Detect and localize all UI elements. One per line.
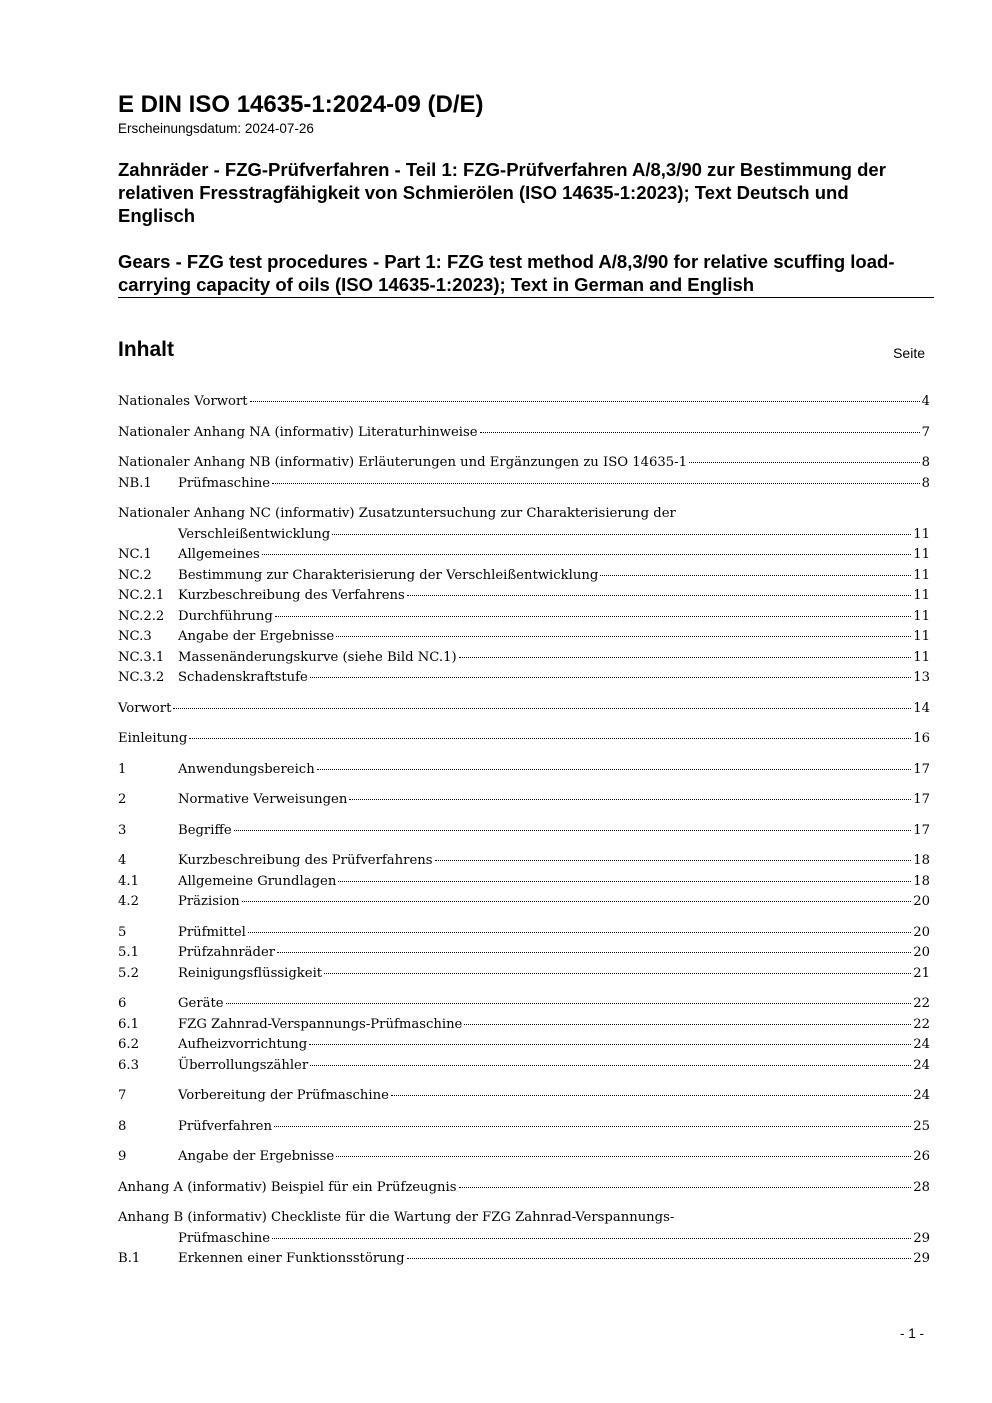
toc-entry[interactable]	[118, 821, 930, 842]
toc-entry-label: Einleitung	[118, 731, 188, 746]
toc-entry-number: NC.3.2	[118, 670, 165, 685]
toc-leader-dots	[272, 1238, 911, 1239]
toc-entry-page: 18	[913, 873, 930, 889]
toc-entry-page: 17	[913, 792, 930, 807]
toc-entry-page: 28	[913, 1179, 930, 1195]
toc-entry-label: Normative Verweisungen	[178, 792, 348, 807]
toc-entry-number: 5.2	[118, 965, 139, 981]
toc-entry-page: 20	[913, 924, 930, 940]
toc-entry-label: Anwendungsbereich	[178, 761, 315, 777]
toc-entry-number: NC.1	[118, 547, 152, 562]
toc-entry[interactable]	[118, 943, 930, 964]
toc-entry[interactable]	[118, 892, 930, 913]
toc-entry-page: 24	[913, 1037, 930, 1052]
toc-entry-page: 22	[913, 996, 930, 1011]
toc-entry-number: 1	[118, 761, 127, 777]
toc-entry-number: 4.2	[118, 894, 139, 909]
toc-leader-dots	[459, 1187, 912, 1188]
toc-entry[interactable]	[118, 1208, 930, 1229]
toc-entry-label: Schadenskraftstufe	[178, 670, 308, 685]
toc-heading: Inhalt	[118, 338, 174, 361]
toc-leader-dots	[309, 1044, 911, 1045]
toc-leader-dots	[435, 860, 912, 861]
toc-entry-label: Anhang A (informativ) Beispiel für ein Prüfzeugnis	[118, 1179, 457, 1195]
toc-entry[interactable]	[118, 729, 930, 750]
toc-entry-number: NC.3.1	[118, 649, 165, 665]
toc-page-column-label: Seite	[893, 345, 925, 361]
toc-entry-continuation[interactable]	[118, 1229, 930, 1250]
toc-leader-dots	[250, 401, 920, 402]
toc-entry-label: Überrollungszähler	[178, 1057, 309, 1073]
toc-entry-number: B.1	[118, 1251, 141, 1266]
toc-entry-page: 16	[913, 731, 930, 746]
toc-entry-page: 11	[913, 629, 930, 644]
toc-leader-dots	[391, 1095, 911, 1096]
toc-entry[interactable]	[118, 964, 930, 985]
toc-entry-label: Anhang B (informativ) Checkliste für die Wartung der FZG Zahnrad-Verspannungs-	[118, 1210, 675, 1225]
toc-entry-label: Prüfzahnräder	[178, 945, 276, 960]
toc-leader-dots	[275, 616, 911, 617]
toc-entry-page: 11	[913, 567, 930, 583]
toc-entry-page: 7	[921, 424, 930, 440]
toc-entry-page: 11	[913, 588, 930, 603]
toc-entry-number: NC.2.1	[118, 588, 165, 603]
toc-entry[interactable]	[118, 1178, 930, 1199]
toc-entry-number: NB.1	[118, 475, 152, 491]
toc-entry-page: 24	[913, 1088, 930, 1103]
toc-leader-dots	[272, 483, 920, 484]
toc-entry-label: Erkennen einer Funktionsstörung	[178, 1251, 405, 1266]
toc-leader-dots	[600, 575, 911, 576]
toc-entry-label: Nationales Vorwort	[118, 394, 248, 409]
title-german: Zahnräder - FZG-Prüfverfahren - Teil 1: FZG-Prüfverfahren A/8,3/90 zur Bestimmung der relativen Fresstragfähigkeit von Schmierölen (ISO 14635-1:2023); Text Deutsch und Englisch	[118, 159, 886, 226]
toc-leader-dots	[324, 973, 911, 974]
toc-entry[interactable]	[118, 760, 930, 781]
toc-entry-label: Vorbereitung der Prüfmaschine	[178, 1088, 389, 1103]
toc-entry-page: 11	[913, 649, 930, 665]
toc-leader-dots	[248, 932, 911, 933]
toc-entry-number: NC.3	[118, 629, 152, 644]
toc-entry[interactable]	[118, 474, 930, 495]
toc-entry[interactable]	[118, 1086, 930, 1107]
toc-leader-dots	[277, 952, 911, 953]
toc-leader-dots	[459, 657, 912, 658]
toc-leader-dots	[310, 1065, 911, 1066]
toc-entry-page: 22	[913, 1016, 930, 1032]
toc-leader-dots	[274, 1126, 911, 1127]
toc-leader-dots	[407, 1258, 912, 1259]
toc-entry-continuation[interactable]	[118, 525, 930, 546]
toc-entry-page: 20	[913, 894, 930, 909]
toc-entry-page: 21	[913, 965, 930, 981]
toc-entry-number: 2	[118, 792, 127, 807]
toc-entry-number: 6.2	[118, 1037, 139, 1052]
toc-entry-number: NC.2	[118, 567, 152, 583]
title-english: Gears - FZG test procedures - Part 1: FZG test method A/8,3/90 for relative scuffing load-carrying capacity of oils (ISO 14635-1:2023); Text in German and English	[118, 251, 895, 295]
toc-entry-number: 7	[118, 1088, 127, 1103]
toc-entry[interactable]	[118, 423, 930, 444]
toc-leader-dots	[338, 881, 911, 882]
toc-leader-dots	[336, 1156, 911, 1157]
toc-leader-dots	[234, 830, 912, 831]
toc-entry-number: 4.1	[118, 873, 139, 889]
toc-entry-label: Prüfmaschine	[178, 475, 271, 491]
publication-date: Erscheinungsdatum: 2024-07-26	[118, 121, 314, 136]
toc-entry-label: Kurzbeschreibung des Verfahrens	[178, 588, 405, 603]
toc-entry-page: 4	[921, 394, 930, 409]
toc-entry[interactable]	[118, 790, 930, 811]
toc-entry-number: 6.1	[118, 1016, 139, 1032]
toc-leader-dots	[336, 636, 911, 637]
document-number: E DIN ISO 14635-1:2024-09 (D/E)	[118, 91, 484, 118]
toc-entry[interactable]	[118, 566, 930, 587]
toc-entry-label: Prüfverfahren	[178, 1118, 272, 1134]
toc-entry-page: 11	[913, 608, 930, 624]
toc-leader-dots	[173, 708, 911, 709]
toc-entry-page: 24	[913, 1057, 930, 1073]
toc-entry-label: Aufheizvorrichtung	[178, 1037, 308, 1052]
toc-entry[interactable]	[118, 1056, 930, 1077]
toc-entry[interactable]	[118, 648, 930, 669]
toc-entry-label: Präzision	[178, 894, 240, 909]
toc-entry[interactable]	[118, 453, 930, 474]
toc-entry-number: 4	[118, 853, 127, 868]
toc-entry-label: Begriffe	[178, 822, 232, 838]
table-of-contents	[118, 392, 930, 1270]
toc-entry-label: Angabe der Ergebnisse	[178, 629, 335, 644]
toc-entry-page: 26	[913, 1149, 930, 1164]
toc-entry[interactable]	[118, 1117, 930, 1138]
toc-entry-page: 14	[913, 700, 930, 716]
toc-entry-label: Allgemeine Grundlagen	[178, 873, 337, 889]
toc-entry-label: Durchführung	[178, 608, 273, 624]
toc-entry-number: 9	[118, 1149, 127, 1164]
toc-entry[interactable]	[118, 699, 930, 720]
toc-entry[interactable]	[118, 851, 930, 872]
toc-entry[interactable]	[118, 1015, 930, 1036]
toc-entry-number: 3	[118, 822, 127, 838]
toc-entry[interactable]	[118, 545, 930, 566]
toc-entry-number: 6	[118, 996, 127, 1011]
toc-entry-label: FZG Zahnrad-Verspannungs-Prüfmaschine	[178, 1016, 463, 1032]
toc-leader-dots	[464, 1024, 911, 1025]
toc-leader-dots	[407, 595, 911, 596]
toc-entry-number: 5.1	[118, 945, 139, 960]
toc-leader-dots	[349, 799, 911, 800]
toc-entry[interactable]	[118, 1249, 930, 1270]
toc-entry-label: Allgemeines	[178, 547, 260, 562]
toc-entry[interactable]	[118, 586, 930, 607]
toc-leader-dots	[262, 554, 911, 555]
toc-entry[interactable]	[118, 607, 930, 628]
toc-entry-number: 6.3	[118, 1057, 139, 1073]
toc-entry-page: 8	[921, 475, 930, 491]
toc-entry[interactable]	[118, 392, 930, 413]
toc-entry-label: Reinigungsflüssigkeit	[178, 965, 323, 981]
toc-leader-dots	[480, 432, 920, 433]
toc-leader-dots	[189, 738, 911, 739]
toc-entry[interactable]	[118, 1035, 930, 1056]
toc-entry[interactable]	[118, 668, 930, 689]
toc-entry-page: 17	[913, 822, 930, 838]
toc-entry[interactable]	[118, 627, 930, 648]
toc-entry-page: 13	[913, 670, 930, 685]
toc-entry[interactable]	[118, 872, 930, 893]
toc-entry-page: 29	[913, 1251, 930, 1266]
toc-entry[interactable]	[118, 504, 930, 525]
toc-entry-label: Vorwort	[118, 700, 172, 716]
toc-entry-page: 25	[913, 1118, 930, 1134]
toc-entry-page: 8	[921, 455, 930, 470]
toc-entry-label-continued: Prüfmaschine	[178, 1230, 271, 1246]
toc-entry-label: Angabe der Ergebnisse	[178, 1149, 335, 1164]
toc-entry[interactable]	[118, 1147, 930, 1168]
toc-entry-label: Prüfmittel	[178, 924, 246, 940]
toc-leader-dots	[689, 462, 920, 463]
toc-leader-dots	[317, 769, 912, 770]
toc-entry-label: Bestimmung zur Charakterisierung der Verschleißentwicklung	[178, 567, 599, 583]
toc-entry-page: 11	[913, 547, 930, 562]
toc-entry-page: 17	[913, 761, 930, 777]
toc-leader-dots	[226, 1003, 912, 1004]
toc-leader-dots	[242, 901, 912, 902]
toc-entry-label-continued: Verschleißentwicklung	[178, 526, 331, 542]
toc-entry-number: 5	[118, 924, 127, 940]
title-rule	[118, 297, 934, 298]
toc-entry-label: Massenänderungskurve (siehe Bild NC.1)	[178, 649, 457, 665]
toc-entry-number: NC.2.2	[118, 608, 165, 624]
toc-entry-page: 11	[913, 526, 930, 542]
toc-entry-label: Nationaler Anhang NA (informativ) Literaturhinweise	[118, 424, 478, 440]
toc-entry-page: 18	[913, 853, 930, 868]
toc-entry-label: Nationaler Anhang NC (informativ) Zusatzuntersuchung zur Charakterisierung der	[118, 506, 676, 521]
toc-entry-page: 29	[913, 1230, 930, 1246]
toc-entry-label: Kurzbeschreibung des Prüfverfahrens	[178, 853, 433, 868]
toc-entry[interactable]	[118, 994, 930, 1015]
toc-entry[interactable]	[118, 923, 930, 944]
page-number: - 1 -	[900, 1326, 925, 1341]
toc-leader-dots	[310, 677, 911, 678]
toc-entry-number: 8	[118, 1118, 127, 1134]
toc-entry-page: 20	[913, 945, 930, 960]
toc-leader-dots	[332, 534, 911, 535]
toc-entry-label: Geräte	[178, 996, 224, 1011]
toc-entry-label: Nationaler Anhang NB (informativ) Erläuterungen und Ergänzungen zu ISO 14635-1	[118, 455, 688, 470]
